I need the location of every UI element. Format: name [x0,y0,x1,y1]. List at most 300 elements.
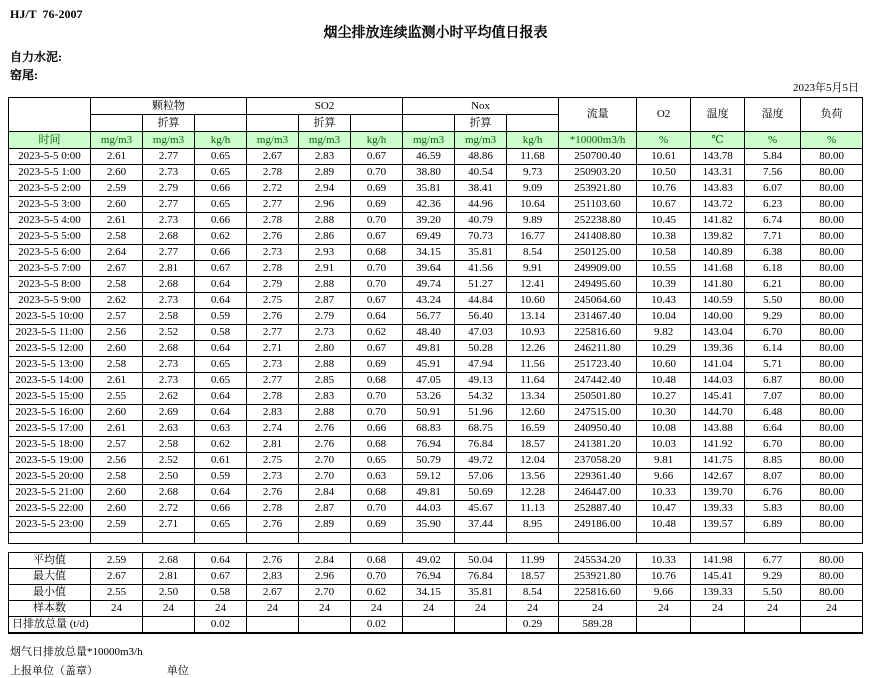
value-cell: 12.41 [507,277,559,293]
value-cell: 43.24 [403,293,455,309]
value-cell: 2.55 [91,389,143,405]
value-cell: 2.59 [91,517,143,533]
value-cell: 589.28 [559,617,637,634]
value-cell: 2.57 [91,309,143,325]
value-cell: 6.18 [745,261,801,277]
value-cell: 2.79 [299,309,351,325]
summary-row [9,601,863,617]
summary-row [9,585,863,601]
value-cell: 9.91 [507,261,559,277]
unit-cell: *10000m3/h [559,132,637,149]
value-cell: 7.56 [745,165,801,181]
value-cell: 0.67 [351,341,403,357]
value-cell [143,617,195,634]
value-cell: 2.83 [247,405,299,421]
unit-cell: mg/m3 [143,132,195,149]
value-cell: 10.58 [637,245,691,261]
header-time-spacer-cell [9,98,91,132]
value-cell: 251723.40 [559,357,637,373]
value-cell: 247515.00 [559,405,637,421]
value-cell: 2.56 [91,453,143,469]
value-cell: 2.96 [299,569,351,585]
value-cell: 0.65 [195,149,247,165]
value-cell: 38.80 [403,165,455,181]
value-cell: 49.81 [403,341,455,357]
value-cell: 0.65 [195,517,247,533]
value-cell: 2.88 [299,405,351,421]
summary-rows [9,553,863,634]
time-cell: 2023-5-5 23:00 [9,517,91,533]
value-cell: 10.50 [637,165,691,181]
header-so2-group: SO2 [247,98,403,115]
value-cell: 237058.20 [559,453,637,469]
empty-row [9,533,863,544]
table-row [9,197,863,213]
value-cell: 249495.60 [559,277,637,293]
value-cell: 141.68 [691,261,745,277]
value-cell [455,617,507,634]
value-cell: 2.63 [143,421,195,437]
value-cell: 45.67 [455,501,507,517]
value-cell: 0.65 [195,373,247,389]
header-pm-group: 颗粒物 [91,98,247,115]
value-cell: 139.70 [691,485,745,501]
value-cell: 49.74 [403,277,455,293]
value-cell: 0.69 [351,197,403,213]
value-cell: 2.76 [299,421,351,437]
value-cell: 2.73 [247,245,299,261]
value-cell: 252887.40 [559,501,637,517]
value-cell: 2.56 [91,325,143,341]
value-cell: 2.80 [299,341,351,357]
value-cell: 2.81 [143,261,195,277]
value-cell: 10.48 [637,517,691,533]
value-cell: 34.15 [403,245,455,261]
empty-cell [299,533,351,544]
table-row [9,389,863,405]
value-cell: 2.83 [299,389,351,405]
value-cell: 44.96 [455,197,507,213]
value-cell: 41.56 [455,261,507,277]
value-cell: 2.87 [299,293,351,309]
value-cell: 2.76 [247,229,299,245]
time-cell: 2023-5-5 0:00 [9,149,91,165]
value-cell: 80.00 [801,501,863,517]
value-cell: 2.67 [91,569,143,585]
value-cell: 80.00 [801,325,863,341]
page-title: 烟尘排放连续监测小时平均值日报表 [323,26,548,41]
time-cell: 2023-5-5 15:00 [9,389,91,405]
value-cell: 225816.60 [559,585,637,601]
value-cell: 5.71 [745,357,801,373]
value-cell: 8.85 [745,453,801,469]
value-cell: 0.70 [351,261,403,277]
value-cell: 24 [801,601,863,617]
value-cell: 2.58 [143,309,195,325]
value-cell: 2.89 [299,165,351,181]
summary-label-cell: 最大值 [9,569,91,585]
value-cell: 2.96 [299,197,351,213]
value-cell: 2.60 [91,485,143,501]
value-cell: 2.87 [299,501,351,517]
value-cell: 2.78 [247,165,299,181]
value-cell: 245534.20 [559,553,637,569]
value-cell: 80.00 [801,421,863,437]
value-cell: 10.43 [637,293,691,309]
value-cell: 231467.40 [559,309,637,325]
value-cell: 2.60 [91,165,143,181]
value-cell: 250501.80 [559,389,637,405]
value-cell: 80.00 [801,485,863,501]
value-cell: 0.70 [351,277,403,293]
value-cell: 2.83 [247,569,299,585]
flue-gas-total-note: 烟气日排放总量*10000m3/h [10,646,143,658]
value-cell: 0.64 [195,485,247,501]
value-cell: 18.57 [507,437,559,453]
table-row [9,453,863,469]
blank-cell [247,115,299,132]
value-cell: 2.73 [143,165,195,181]
value-cell: 143.78 [691,149,745,165]
value-cell: 0.62 [195,437,247,453]
time-cell: 2023-5-5 11:00 [9,325,91,341]
header-pm-converted: 折算 [143,115,195,132]
value-cell: 141.75 [691,453,745,469]
value-cell: 80.00 [801,213,863,229]
time-cell: 2023-5-5 4:00 [9,213,91,229]
value-cell: 80.00 [801,149,863,165]
time-cell: 2023-5-5 8:00 [9,277,91,293]
value-cell [403,617,455,634]
value-cell: 2.73 [143,293,195,309]
value-cell: 2.73 [247,357,299,373]
blank-cell [403,115,455,132]
value-cell: 2.69 [143,405,195,421]
value-cell: 0.59 [195,469,247,485]
value-cell: 24 [455,601,507,617]
time-cell: 2023-5-5 6:00 [9,245,91,261]
empty-cell [143,533,195,544]
value-cell: 0.67 [351,229,403,245]
value-cell: 80.00 [801,197,863,213]
value-cell: 2.55 [91,585,143,601]
value-cell: 10.60 [637,357,691,373]
value-cell: 250700.40 [559,149,637,165]
value-cell: 0.66 [195,181,247,197]
value-cell: 2.83 [299,149,351,165]
standard-code: HJ/T 76-2007 [10,7,83,21]
value-cell: 76.84 [455,437,507,453]
value-cell: 6.74 [745,213,801,229]
value-cell: 80.00 [801,453,863,469]
value-cell: 0.66 [195,501,247,517]
value-cell: 0.02 [195,617,247,634]
table-row [9,501,863,517]
value-cell: 0.65 [195,197,247,213]
value-cell: 0.68 [351,373,403,389]
value-cell: 44.03 [403,501,455,517]
value-cell: 0.64 [195,553,247,569]
value-cell: 51.96 [455,405,507,421]
value-cell: 76.94 [403,437,455,453]
unit-cell: % [745,132,801,149]
header-humidity: 湿度 [745,98,801,132]
value-cell: 252238.80 [559,213,637,229]
report-unit-label: 上报单位（盖章） [10,665,98,677]
value-cell [299,617,351,634]
value-cell: 10.33 [637,485,691,501]
value-cell: 2.61 [91,421,143,437]
value-cell: 139.57 [691,517,745,533]
value-cell: 2.77 [143,245,195,261]
value-cell: 144.70 [691,405,745,421]
value-cell: 0.59 [195,309,247,325]
value-cell: 6.70 [745,325,801,341]
table-row [9,405,863,421]
value-cell: 12.28 [507,485,559,501]
value-cell: 80.00 [801,165,863,181]
value-cell: 246211.80 [559,341,637,357]
value-cell: 35.81 [403,181,455,197]
value-cell: 0.69 [351,517,403,533]
value-cell: 50.28 [455,341,507,357]
value-cell: 241381.20 [559,437,637,453]
value-cell: 47.94 [455,357,507,373]
value-cell: 11.64 [507,373,559,389]
value-cell: 143.31 [691,165,745,181]
value-cell: 2.94 [299,181,351,197]
value-cell: 2.76 [247,553,299,569]
value-cell: 2.78 [247,501,299,517]
value-cell: 140.89 [691,245,745,261]
value-cell: 10.76 [637,181,691,197]
value-cell: 35.81 [455,585,507,601]
value-cell: 9.09 [507,181,559,197]
value-cell: 2.68 [143,277,195,293]
table-row [9,469,863,485]
unit-cell: % [637,132,691,149]
value-cell: 2.67 [91,261,143,277]
value-cell: 2.70 [299,453,351,469]
value-cell: 0.58 [195,585,247,601]
value-cell: 2.50 [143,469,195,485]
value-cell: 5.83 [745,501,801,517]
value-cell: 80.00 [801,261,863,277]
value-cell: 10.60 [507,293,559,309]
value-cell: 24 [91,601,143,617]
unit-cell: mg/m3 [247,132,299,149]
value-cell: 0.70 [351,569,403,585]
value-cell: 229361.40 [559,469,637,485]
value-cell: 6.14 [745,341,801,357]
value-cell: 2.68 [143,229,195,245]
value-cell: 2.68 [143,553,195,569]
value-cell: 11.99 [507,553,559,569]
value-cell: 2.58 [91,357,143,373]
value-cell: 45.91 [403,357,455,373]
table-row [9,341,863,357]
value-cell: 2.71 [247,341,299,357]
value-cell: 2.62 [91,293,143,309]
value-cell: 0.70 [351,165,403,181]
value-cell: 253921.80 [559,569,637,585]
value-cell: 80.00 [801,405,863,421]
value-cell: 12.26 [507,341,559,357]
value-cell: 0.63 [195,421,247,437]
value-cell: 24 [691,601,745,617]
value-cell [637,617,691,634]
value-cell: 2.73 [143,373,195,389]
value-cell: 48.86 [455,149,507,165]
summary-row [9,553,863,569]
value-cell: 2.60 [91,405,143,421]
value-cell: 9.89 [507,213,559,229]
value-cell: 2.75 [247,293,299,309]
value-cell: 47.05 [403,373,455,389]
value-cell: 2.70 [299,585,351,601]
value-cell: 10.29 [637,341,691,357]
time-cell: 2023-5-5 16:00 [9,405,91,421]
value-cell: 24 [507,601,559,617]
value-cell: 10.03 [637,437,691,453]
value-cell: 2.73 [143,357,195,373]
value-cell: 2.88 [299,277,351,293]
table-row [9,485,863,501]
value-cell: 0.64 [351,309,403,325]
value-cell: 2.67 [247,149,299,165]
table-row [9,261,863,277]
value-cell: 2.78 [247,213,299,229]
value-cell: 141.98 [691,553,745,569]
value-cell: 80.00 [801,309,863,325]
header-nox-converted: 折算 [455,115,507,132]
value-cell: 50.79 [403,453,455,469]
value-cell: 2.58 [91,229,143,245]
value-cell: 250125.00 [559,245,637,261]
value-cell: 2.77 [247,373,299,389]
time-cell: 2023-5-5 3:00 [9,197,91,213]
empty-cell [637,533,691,544]
value-cell: 10.64 [507,197,559,213]
value-cell: 10.30 [637,405,691,421]
value-cell: 0.64 [195,277,247,293]
empty-cell [559,533,637,544]
summary-table [8,552,863,634]
value-cell: 5.50 [745,293,801,309]
value-cell: 0.67 [351,149,403,165]
value-cell: 46.59 [403,149,455,165]
value-cell: 141.80 [691,277,745,293]
value-cell: 2.77 [247,325,299,341]
value-cell: 80.00 [801,277,863,293]
value-cell: 0.69 [351,181,403,197]
value-cell: 10.76 [637,569,691,585]
value-cell: 40.79 [455,213,507,229]
value-cell: 10.47 [637,501,691,517]
empty-cell [691,533,745,544]
empty-cell [351,533,403,544]
blank-cell [195,115,247,132]
value-cell: 139.33 [691,501,745,517]
table-row [9,245,863,261]
value-cell: 9.29 [745,569,801,585]
value-cell: 2.79 [143,181,195,197]
value-cell: 225816.60 [559,325,637,341]
value-cell: 68.75 [455,421,507,437]
value-cell: 5.84 [745,149,801,165]
value-cell: 80.00 [801,229,863,245]
time-cell: 2023-5-5 13:00 [9,357,91,373]
table-row [9,517,863,533]
unit-cell: mg/m3 [455,132,507,149]
value-cell: 141.92 [691,437,745,453]
value-cell: 2.91 [299,261,351,277]
table-row [9,229,863,245]
value-cell: 2.52 [143,453,195,469]
value-cell: 80.00 [801,469,863,485]
summary-label-cell: 平均值 [9,553,91,569]
value-cell: 11.13 [507,501,559,517]
header-time-label: 时间 [9,132,91,149]
value-cell: 2.79 [247,277,299,293]
value-cell: 69.49 [403,229,455,245]
value-cell: 57.06 [455,469,507,485]
value-cell: 44.84 [455,293,507,309]
empty-cell [745,533,801,544]
value-cell: 56.40 [455,309,507,325]
value-cell: 143.04 [691,325,745,341]
value-cell: 0.67 [195,261,247,277]
empty-cell [195,533,247,544]
value-cell: 6.89 [745,517,801,533]
value-cell: 2.72 [143,501,195,517]
time-cell: 2023-5-5 21:00 [9,485,91,501]
value-cell: 0.68 [351,245,403,261]
value-cell: 80.00 [801,553,863,569]
value-cell: 18.57 [507,569,559,585]
value-cell: 2.61 [91,149,143,165]
value-cell: 13.56 [507,469,559,485]
value-cell: 0.64 [195,389,247,405]
header-flow: 流量 [559,98,637,132]
value-cell: 0.62 [351,325,403,341]
value-cell: 2.59 [91,181,143,197]
value-cell: 2.88 [299,213,351,229]
table-row [9,213,863,229]
unit-cell: mg/m3 [91,132,143,149]
value-cell: 0.70 [351,405,403,421]
time-cell: 2023-5-5 17:00 [9,421,91,437]
value-cell: 0.68 [351,437,403,453]
value-cell: 59.12 [403,469,455,485]
value-cell: 0.29 [507,617,559,634]
value-cell [247,617,299,634]
value-cell: 9.66 [637,469,691,485]
site-label: 窑尾: [10,68,38,82]
value-cell: 35.81 [455,245,507,261]
time-cell: 2023-5-5 5:00 [9,229,91,245]
value-cell: 48.40 [403,325,455,341]
value-cell: 6.77 [745,553,801,569]
value-cell: 10.39 [637,277,691,293]
empty-cell [801,533,863,544]
value-cell: 49.81 [403,485,455,501]
value-cell: 40.54 [455,165,507,181]
value-cell: 12.60 [507,405,559,421]
value-cell: 50.04 [455,553,507,569]
value-cell: 12.04 [507,453,559,469]
value-cell: 24 [195,601,247,617]
